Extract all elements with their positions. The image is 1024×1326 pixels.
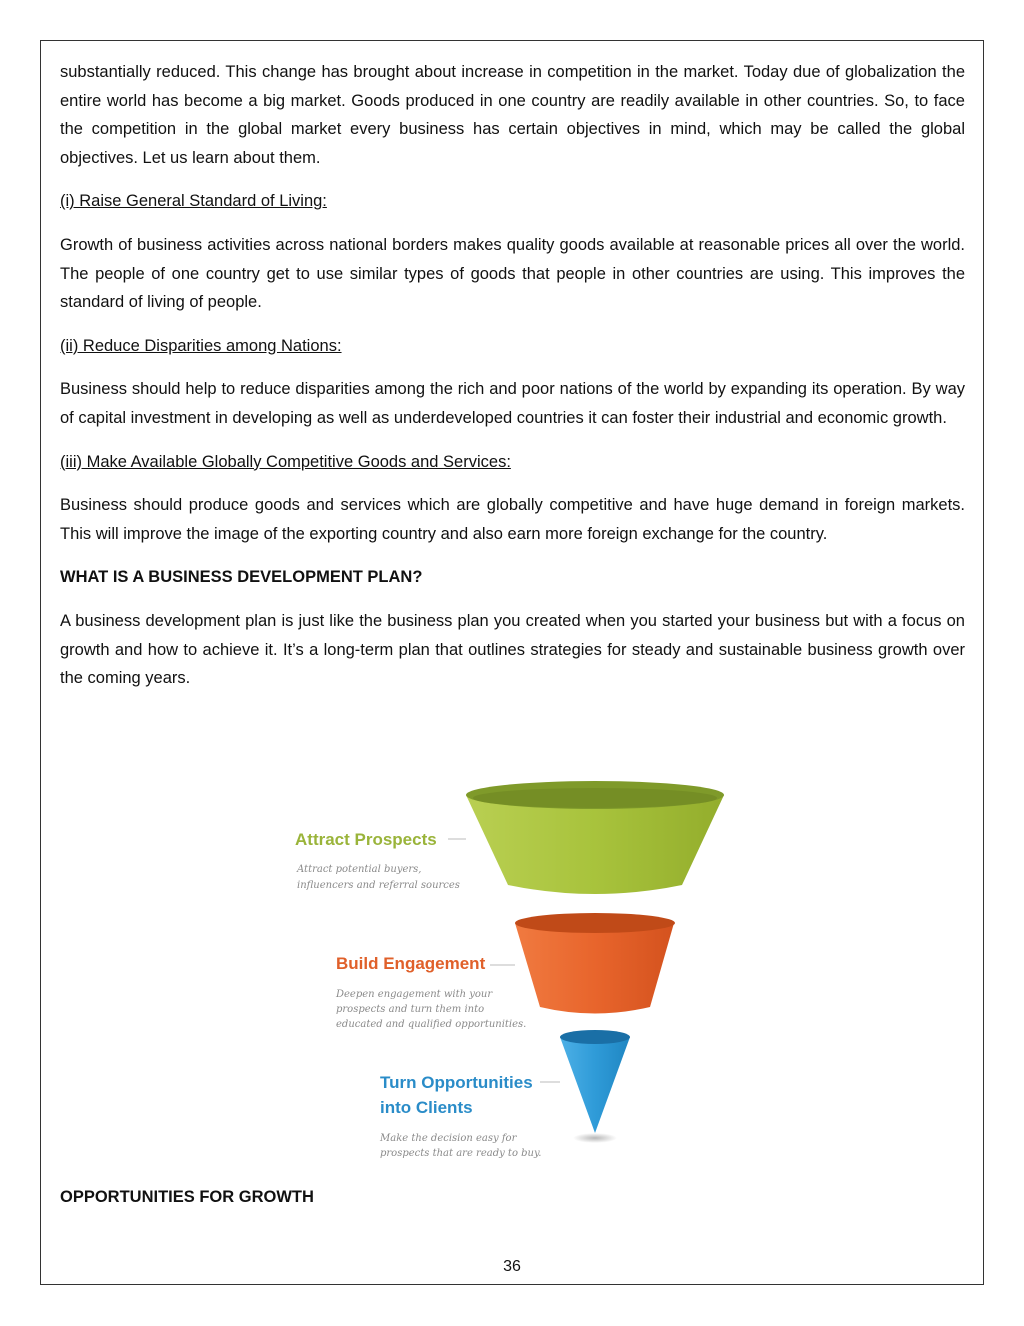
- stage-desc-engagement-3: educated and qualified opportunities.: [336, 1019, 527, 1030]
- heading-business-development-plan: WHAT IS A BUSINESS DEVELOPMENT PLAN?: [60, 568, 423, 587]
- heading-opportunities-for-growth: OPPORTUNITIES FOR GROWTH: [60, 1188, 314, 1206]
- stage-title-clients-1: Turn Opportunities: [380, 1073, 533, 1092]
- paragraph-reduce-disparities: Business should help to reduce disparities among the rich and poor nations of the world by expanding its operation. By way of capital investment in developing as well as underdeveloped countries it can foster their industrial and economic growth.: [60, 380, 965, 427]
- heading-competitive-goods: (iii) Make Available Globally Competitive Goods and Services:: [60, 452, 511, 471]
- stage-desc-clients-1: Make the decision easy for: [380, 1133, 517, 1144]
- paragraph-competitive-goods: Business should produce goods and services which are globally competitive and have huge demand in foreign markets. This will improve the image of the exporting country and also earn more foreign exchange for the country.: [60, 496, 965, 543]
- funnel-stage-attract: [466, 781, 724, 894]
- stage-desc-engagement-1: Deepen engagement with your: [336, 989, 493, 1000]
- stage-desc-attract-1: Attract potential buyers,: [297, 864, 422, 875]
- funnel-stage-clients: [560, 1030, 630, 1143]
- paragraph-business-development-plan: A business development plan is just like the business plan you created when you started your business but with a focus on growth and how to achieve it. It’s a long-term plan that outlines strategies for steady and sustainable business growth over the coming years.: [60, 611, 965, 688]
- stage-title-attract: Attract Prospects: [295, 830, 437, 849]
- sales-funnel-diagram: [290, 775, 750, 1170]
- paragraph-standard-of-living: Growth of business activities across national borders makes quality goods available at reasonable prices all over the world. The people of one country get to use similar types of goods that people in other countries are using. This improves the standard of living of people.: [60, 235, 965, 312]
- stage-desc-attract-2: influencers and referral sources: [297, 880, 460, 891]
- stage-desc-clients-2: prospects that are ready to buy.: [380, 1148, 542, 1159]
- page-number: 36: [503, 1258, 521, 1275]
- heading-reduce-disparities: (ii) Reduce Disparities among Nations:: [60, 336, 342, 355]
- document-body: [60, 58, 965, 708]
- stage-title-engagement: Build Engagement: [336, 954, 486, 973]
- funnel-stage-engagement: [515, 913, 675, 1014]
- stage-title-clients-2: into Clients: [380, 1098, 473, 1117]
- intro-paragraph: substantially reduced. This change has brought about increase in competition in the market. Today due of globalization the entire world has become a big market. Goods produced in one country are readily available in other countries. So, to face the competition in the global market every business has certain objectives in mind, which may be called the global objectives. Let us learn about them.: [60, 63, 965, 167]
- heading-standard-of-living: (i) Raise General Standard of Living:: [60, 192, 327, 211]
- stage-desc-engagement-2: prospects and turn them into: [336, 1004, 485, 1015]
